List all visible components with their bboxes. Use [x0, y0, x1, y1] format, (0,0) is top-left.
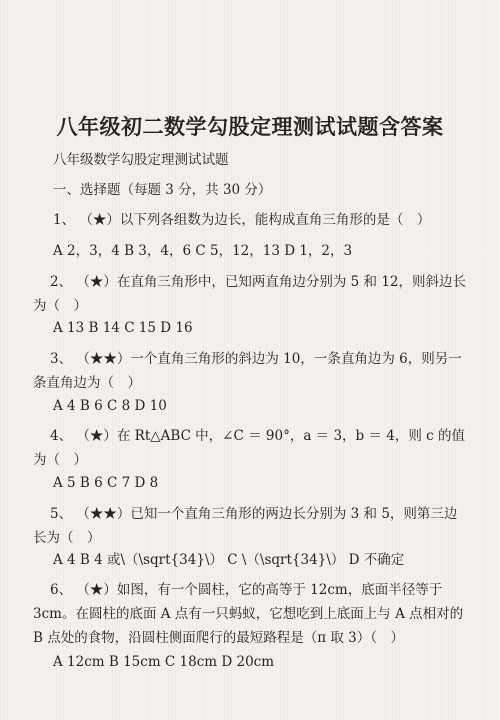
- document-title: 八年级初二数学勾股定理测试试题含答案: [56, 115, 444, 139]
- question-5-options: A 4 B 4 或\（\sqrt{34}\） C \（\sqrt{34}\） D 不确定: [53, 552, 405, 568]
- question-2-stem: 2、 （★）在直角三角形中，已知两直角边分别为 5 和 12，则斜边长为（ ）: [33, 274, 467, 314]
- question-3-stem: 3、 （★★）一个直角三角形的斜边为 10，一条直角边为 6，则另一条直角边为（ ）: [33, 351, 462, 391]
- question-1-stem: 1、 （★）以下列各组数为边长，能构成直角三角形的是（ ）: [53, 212, 431, 228]
- document-subtitle: 八年级数学勾股定理测试试题: [53, 152, 229, 168]
- question-5-stem: 5、 （★★）已知一个直角三角形的两边长分别为 3 和 5，则第三边长为（ ）: [33, 506, 458, 546]
- section-heading: 一、选择题（每题 3 分，共 30 分）: [53, 182, 272, 198]
- question-6-options: A 12cm B 15cm C 18cm D 20cm: [53, 654, 275, 670]
- question-3-options: A 4 B 6 C 8 D 10: [53, 398, 167, 414]
- question-4-options: A 5 B 6 C 7 D 8: [53, 475, 159, 491]
- question-1-options: A 2，3，4 B 3，4，6 C 5，12，13 D 1，2，3: [53, 243, 353, 259]
- question-4-stem: 4、 （★）在 Rt△ABC 中，∠C ＝ 90°，a ＝ 3，b ＝ 4，则 c 的值为（ ）: [33, 428, 466, 468]
- question-6-stem: 6、 （★）如图，有一个圆柱，它的高等于 12cm，底面半径等于 3cm。在圆柱的底面 A 点有一只蚂蚁，它想吃到上底面上与 A 点相对的 B 点处的食物，沿圆柱侧面爬行的最短路程是（π 取 3）（ ）: [33, 582, 464, 646]
- question-2-options: A 13 B 14 C 15 D 16: [53, 320, 193, 336]
